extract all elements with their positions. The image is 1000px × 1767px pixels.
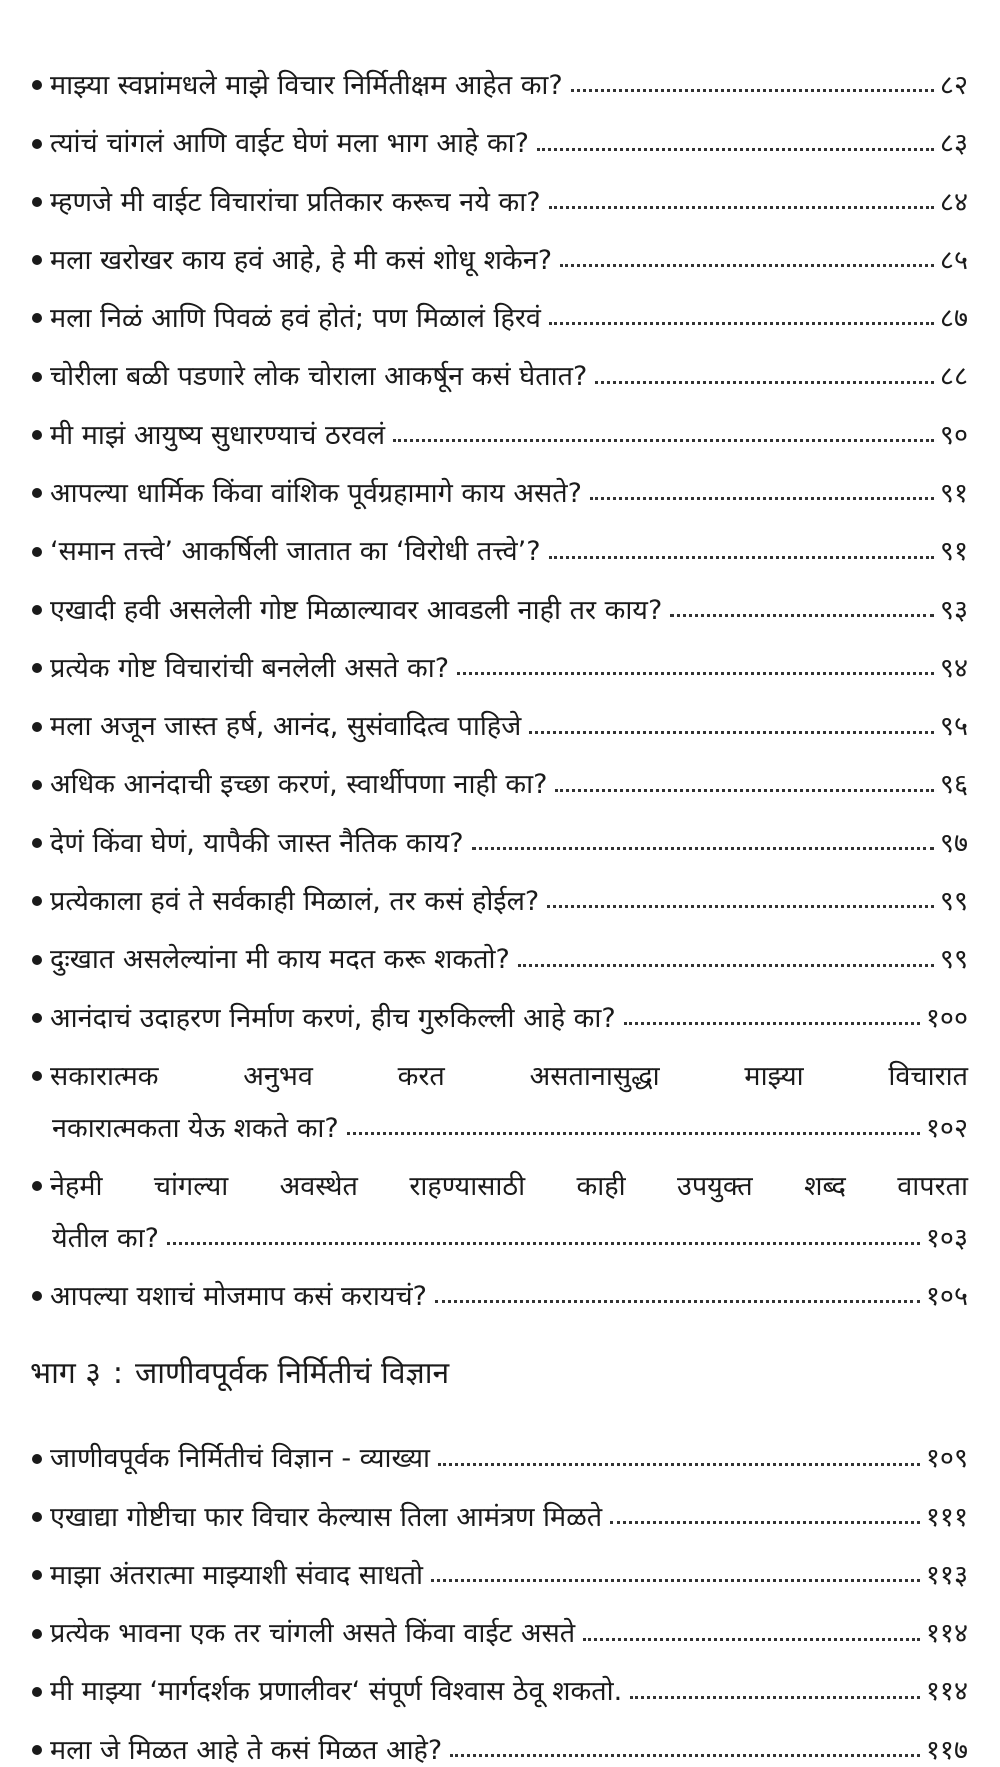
toc-entry-multiline[interactable] [30, 1035, 968, 1145]
entry-title: प्रत्येक गोष्ट विचारांची बनलेली असते का? [50, 652, 450, 684]
bullet-icon [32, 488, 42, 498]
page-number: ९० [939, 419, 968, 451]
bullet-icon [32, 255, 42, 265]
page-number: ८४ [939, 186, 968, 218]
page-number: १०२ [925, 1112, 968, 1144]
entry-title: म्हणजे मी वाईट विचारांचा प्रतिकार करूच नये का? [50, 186, 541, 218]
toc-entry[interactable] [30, 1417, 968, 1475]
dot-leader [555, 789, 933, 792]
page-number: ८२ [939, 69, 968, 101]
toc-entry[interactable] [30, 860, 968, 918]
page-number: १०० [925, 1002, 968, 1034]
entry-title: आनंदाचं उदाहरण निर्माण करणं, हीच गुरुकिल्ली आहे का? [50, 1002, 616, 1034]
bullet-icon [32, 1454, 42, 1464]
page-number: ८३ [939, 128, 968, 160]
bullet-icon [32, 1291, 42, 1301]
entry-title: त्यांचं चांगलं आणि वाईट घेणं मला भाग आहे का? [50, 128, 529, 160]
toc-entry[interactable] [30, 1651, 968, 1709]
entry-title: अधिक आनंदाची इच्छा करणं, स्वार्थीपणा नाही का? [50, 769, 548, 801]
entry-title: चोरीला बळी पडणारे लोक चोराला आकर्षून कसं घेतात? [50, 361, 588, 393]
dot-leader [549, 206, 934, 209]
toc-entry[interactable] [30, 1592, 968, 1650]
page-number: ९३ [939, 594, 968, 626]
entry-title: एखाद्या गोष्टीचा फार विचार केल्यास तिला आमंत्रण मिळते [50, 1501, 603, 1533]
toc-entry[interactable] [30, 219, 968, 277]
bullet-icon [32, 430, 42, 440]
toc-entry-multiline[interactable] [30, 1145, 968, 1255]
page-number: ९१ [939, 477, 968, 509]
dot-leader [624, 1022, 920, 1025]
entry-title: प्रत्येक भावना एक तर चांगली असते किंवा वाईट असते [50, 1618, 576, 1650]
bullet-icon [32, 838, 42, 848]
dot-leader [549, 322, 934, 325]
entry-title: देणं किंवा घेणं, यापैकी जास्त नैतिक काय? [50, 827, 464, 859]
page-number: १०५ [925, 1280, 968, 1312]
page-number: ११४ [925, 1618, 968, 1650]
page-number: ९७ [939, 827, 968, 859]
entry-line-1 [30, 1047, 968, 1093]
dot-leader [435, 1300, 920, 1303]
bullet-icon [32, 663, 42, 673]
page-number: १०९ [925, 1443, 968, 1475]
toc-entry[interactable] [30, 1534, 968, 1592]
entry-title: मला अजून जास्त हर्ष, आनंद, सुसंवादित्व पाहिजे [50, 711, 522, 743]
page-number: ११७ [925, 1734, 968, 1766]
page-number: ९९ [939, 944, 968, 976]
entry-title: मी माझ्या ‘मार्गदर्शक प्रणालीवर‘ संपूर्ण विश्वास ठेवू शकतो. [50, 1676, 623, 1708]
toc-entry[interactable] [30, 1476, 968, 1534]
dot-leader [583, 1638, 920, 1641]
section-separator: : [112, 1356, 123, 1392]
entry-title: माझ्या स्वप्नांमधले माझे विचार निर्मितीक्षम आहेत का? [50, 69, 563, 101]
entry-title: नेहमी चांगल्या अवस्थेत राहण्यासाठी काही उपयुक्त शब्द वापरता [50, 1170, 968, 1202]
entry-title: माझा अंतरात्मा माझ्याशी संवाद साधतो [50, 1559, 424, 1591]
entry-title: मला जे मिळत आहे ते कसं मिळत आहे? [50, 1734, 443, 1766]
toc-entry[interactable] [30, 510, 968, 568]
bullet-icon [32, 605, 42, 615]
toc-entry[interactable] [30, 452, 968, 510]
toc-entry[interactable] [30, 627, 968, 685]
section-title: जाणीवपूर्वक निर्मितीचं विज्ञान [135, 1356, 450, 1392]
toc-entry[interactable] [30, 977, 968, 1035]
page-number: ८५ [939, 244, 968, 276]
toc-list-part3 [30, 1417, 968, 1767]
dot-leader [438, 1463, 920, 1466]
dot-leader [450, 1754, 920, 1757]
bullet-icon [32, 1687, 42, 1697]
bullet-icon [32, 1512, 42, 1522]
bullet-icon [32, 722, 42, 732]
entry-title: एखादी हवी असलेली गोष्ट मिळाल्यावर आवडली नाही तर काय? [50, 594, 663, 626]
entry-title: मला खरोखर काय हवं आहे, हे मी कसं शोधू शकेन? [50, 244, 553, 276]
bullet-icon [32, 780, 42, 790]
toc-entry[interactable] [30, 394, 968, 452]
bullet-icon [32, 1745, 42, 1755]
bullet-icon [32, 1013, 42, 1023]
page-number: १११ [925, 1501, 968, 1533]
dot-leader [472, 847, 934, 850]
dot-leader [518, 964, 934, 967]
page-number: ९१ [939, 536, 968, 568]
dot-leader [529, 731, 934, 734]
bullet-icon [32, 139, 42, 149]
entry-line-2 [30, 1203, 968, 1255]
toc-entry[interactable] [30, 44, 968, 102]
page-number: ९६ [939, 769, 968, 801]
bullet-icon [32, 1629, 42, 1639]
entry-title: आपल्या यशाचं मोजमाप कसं करायचं? [50, 1280, 427, 1312]
entry-line-2 [30, 1093, 968, 1145]
page-number: ९५ [939, 711, 968, 743]
section-heading [30, 1349, 968, 1399]
bullet-icon [32, 1071, 42, 1081]
dot-leader [431, 1579, 920, 1582]
entry-title: मला निळं आणि पिवळं हवं होतं; पण मिळालं हिरवं [50, 303, 541, 335]
dot-leader [167, 1242, 920, 1245]
toc-entry[interactable] [30, 1255, 968, 1313]
dot-leader [670, 614, 934, 617]
entry-title: मी माझं आयुष्य सुधारण्याचं ठरवलं [50, 419, 386, 451]
page-number: ११४ [925, 1676, 968, 1708]
dot-leader [571, 89, 934, 92]
page-number: ९९ [939, 886, 968, 918]
toc-entry[interactable] [30, 685, 968, 743]
page-number: ९४ [939, 652, 968, 684]
page-number: ८७ [939, 303, 968, 335]
bullet-icon [32, 1181, 42, 1191]
toc-entry[interactable] [30, 335, 968, 393]
toc-entry[interactable] [30, 744, 968, 802]
dot-leader [393, 439, 934, 442]
toc-entry[interactable] [30, 918, 968, 976]
dot-leader [595, 381, 934, 384]
page-number: ८८ [939, 361, 968, 393]
toc-entry[interactable] [30, 102, 968, 160]
entry-title: आपल्या धार्मिक किंवा वांशिक पूर्वग्रहामागे काय असते? [50, 477, 582, 509]
page-number: १०३ [925, 1222, 968, 1254]
bullet-icon [32, 896, 42, 906]
dot-leader [630, 1696, 920, 1699]
bullet-icon [32, 547, 42, 557]
dot-leader [610, 1521, 920, 1524]
toc-list-part2 [30, 44, 968, 1313]
bullet-icon [32, 372, 42, 382]
toc-entry[interactable] [30, 1709, 968, 1767]
bullet-icon [32, 197, 42, 207]
dot-leader [560, 264, 934, 267]
bullet-icon [32, 80, 42, 90]
toc-entry[interactable] [30, 277, 968, 335]
entry-title-continued: नकारात्मकता येऊ शकते का? [52, 1112, 339, 1144]
dot-leader [457, 672, 934, 675]
bullet-icon [32, 1570, 42, 1580]
dot-leader [547, 905, 934, 908]
toc-entry[interactable] [30, 802, 968, 860]
section-part-label: भाग ३ [30, 1356, 101, 1392]
entry-title: प्रत्येकाला हवं ते सर्वकाही मिळालं, तर कसं होईल? [50, 886, 540, 918]
entry-title: जाणीवपूर्वक निर्मितीचं विज्ञान - व्याख्या [50, 1443, 430, 1475]
entry-title: ‘समान तत्त्वे’ आकर्षिली जातात का ‘विरोधी तत्त्वे’? [50, 536, 541, 568]
entry-title: सकारात्मक अनुभव करत असतानासुद्धा माझ्या विचारात [50, 1060, 968, 1092]
entry-title-continued: येतील का? [52, 1222, 159, 1254]
entry-title: दुःखात असलेल्यांना मी काय मदत करू शकतो? [50, 944, 510, 976]
toc-entry[interactable] [30, 161, 968, 219]
dot-leader [549, 556, 934, 559]
dot-leader [590, 497, 934, 500]
toc-entry[interactable] [30, 569, 968, 627]
dot-leader [537, 148, 934, 151]
page-number: ११३ [925, 1559, 968, 1591]
bullet-icon [32, 313, 42, 323]
dot-leader [347, 1132, 920, 1135]
entry-line-1 [30, 1157, 968, 1203]
bullet-icon [32, 955, 42, 965]
